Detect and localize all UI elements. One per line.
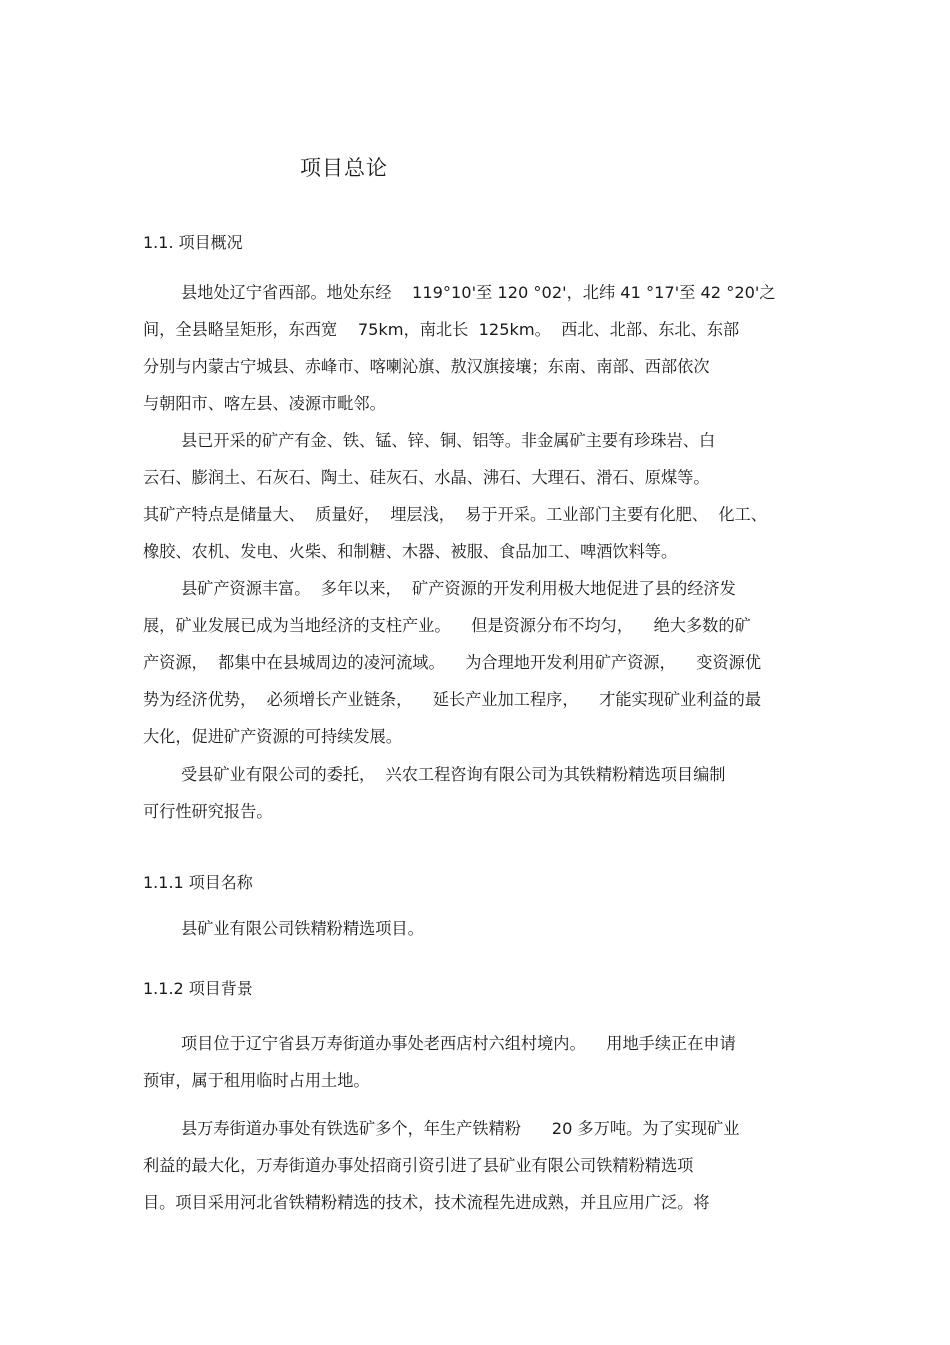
text-line: 分别与内蒙古宁城县、赤峰市、喀喇沁旗、敖汉旗接壤；东南、南部、西部依次 — [143, 357, 710, 376]
text-line: 县已开采的矿产有金、铁、锰、锌、铜、铝等。非金属矿主要有珍珠岩、白 — [181, 431, 716, 450]
paragraph-project-background — [143, 1110, 813, 1221]
section-heading-1-1: 1.1. 项目概况 — [143, 233, 243, 252]
text-line: 预审，属于租用临时占用土地。 — [143, 1071, 370, 1090]
text-line: 大化，促进矿产资源的可持续发展。 — [143, 727, 402, 746]
text-line: 县地处辽宁省西部。地处东经 119°10'至 120 °02'，北纬 41 °17'至 42 °20'之 — [181, 283, 776, 302]
text-line: 其矿产特点是储量大、 质量好， 埋层浅， 易于开采。工业部门主要有化肥、 化工、 — [143, 505, 767, 524]
text-line: 县万寿街道办事处有铁选矿多个，年生产铁精粉 20 多万吨。为了实现矿业 — [181, 1119, 740, 1138]
document-title: 项目总论 — [300, 156, 388, 180]
text-line: 产资源， 都集中在县城周边的凌河流域。 为合理地开发利用矿产资源， 变资源优 — [143, 653, 762, 672]
text-line: 县矿产资源丰富。 多年以来， 矿产资源的开发利用极大地促进了县的经济发 — [181, 579, 736, 598]
text-line: 受县矿业有限公司的委托， 兴农工程咨询有限公司为其铁精粉精选项目编制 — [181, 765, 726, 784]
text-line: 利益的最大化，万寿街道办事处招商引资引进了县矿业有限公司铁精粉精选项 — [143, 1156, 694, 1175]
paragraph-minerals — [143, 422, 813, 570]
text-line: 可行性研究报告。 — [143, 802, 273, 821]
text-line: 目。项目采用河北省铁精粉精选的技术，技术流程先进成熟，并且应用广泛。将 — [143, 1193, 710, 1212]
paragraph-commission — [143, 756, 813, 830]
text-line: 项目位于辽宁省县万寿街道办事处老西店村六组村境内。 用地手续正在申请 — [181, 1034, 736, 1053]
text-line: 势为经济优势， 必须增长产业链条， 延长产业加工程序， 才能实现矿业利益的最 — [143, 690, 762, 709]
paragraph-resources — [143, 570, 813, 755]
text-line: 橡胶、农机、发电、火柴、和制糖、木器、被服、食品加工、啤酒饮料等。 — [143, 542, 678, 561]
paragraph-project-location — [143, 1025, 813, 1099]
text-line: 与朝阳市、喀左县、凌源市毗邻。 — [143, 394, 386, 413]
paragraph-location — [143, 274, 813, 422]
paragraph-project-name — [143, 910, 813, 947]
text-line: 展，矿业发展已成为当地经济的支柱产业。 但是资源分布不均匀， 绝大多数的矿 — [143, 616, 751, 635]
text-line: 县矿业有限公司铁精粉精选项目。 — [181, 919, 424, 938]
section-heading-1-1-1: 1.1.1 项目名称 — [143, 873, 253, 892]
section-heading-1-1-2: 1.1.2 项目背景 — [143, 979, 253, 998]
text-line: 间，全县略呈矩形，东西宽 75km，南北长 125km。 西北、北部、东北、东部 — [143, 320, 740, 339]
text-line: 云石、膨润土、石灰石、陶土、硅灰石、水晶、沸石、大理石、滑石、原煤等。 — [143, 468, 710, 487]
